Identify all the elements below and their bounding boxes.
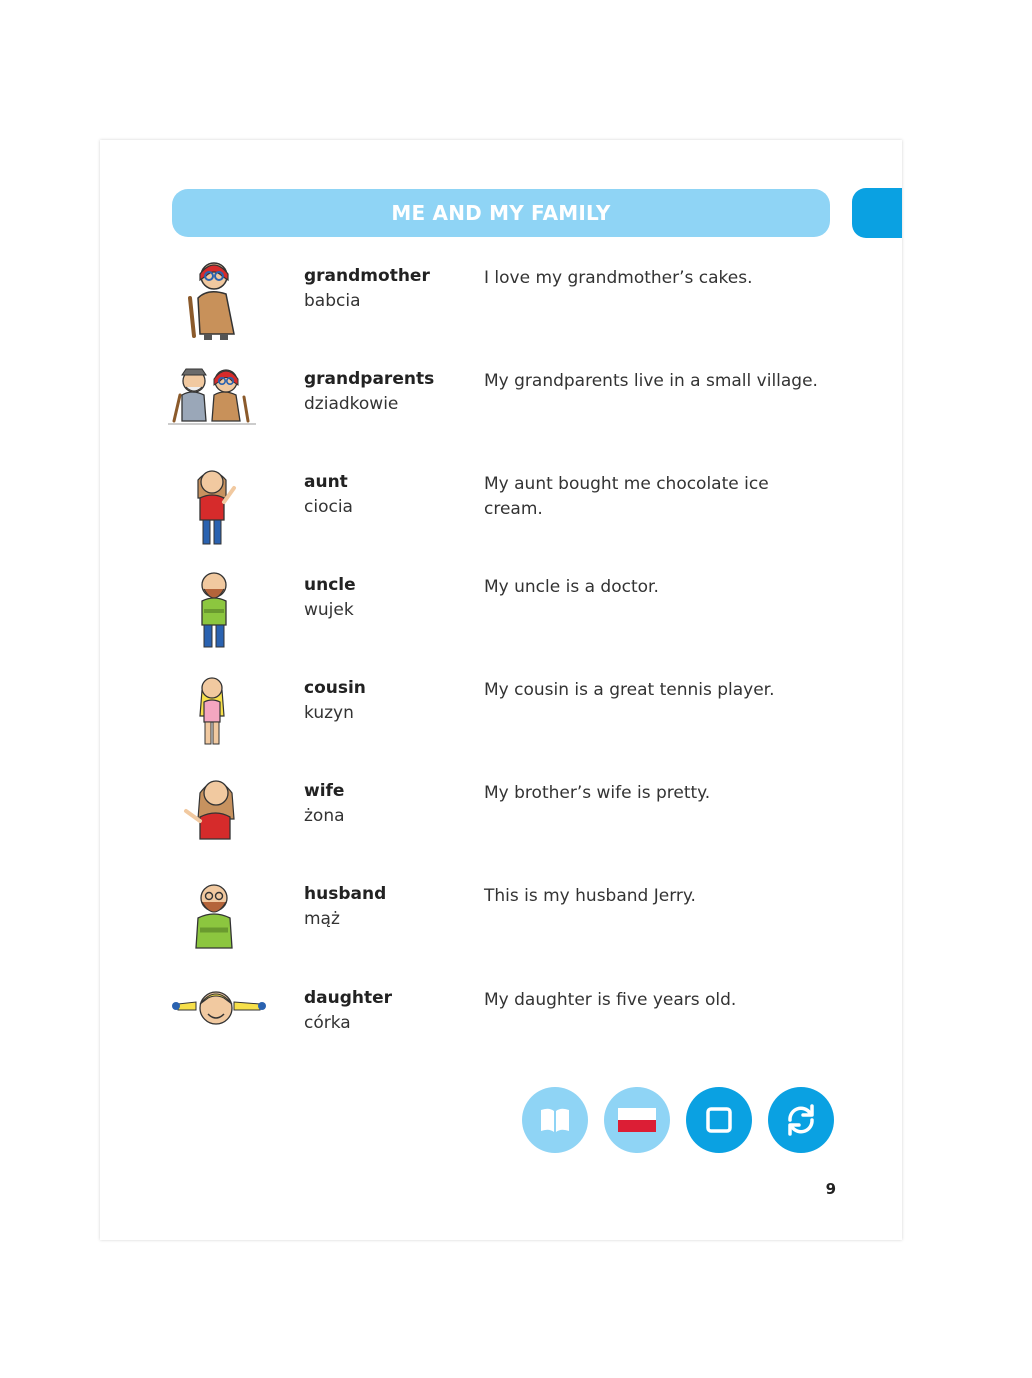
- husband-icon: [164, 876, 274, 964]
- vocab-entry-aunt: [100, 472, 902, 562]
- polish-flag-icon: [617, 1105, 657, 1135]
- word-polish: mąż: [304, 909, 340, 929]
- section-header: [172, 189, 830, 237]
- word-english: cousin: [304, 678, 366, 698]
- square-button[interactable]: [686, 1087, 752, 1153]
- word-polish: babcia: [304, 291, 361, 311]
- word-english: grandparents: [304, 369, 435, 389]
- example-sentence: My brother’s wife is pretty.: [484, 783, 711, 803]
- aunt-icon: [164, 464, 274, 552]
- word-english: daughter: [304, 988, 393, 1008]
- daughter-icon: [164, 980, 274, 1068]
- word-polish: dziadkowie: [304, 394, 399, 414]
- book-button[interactable]: [522, 1087, 588, 1153]
- grandmother-icon: [164, 258, 274, 346]
- example-sentence: My grandparents live in a small village.: [484, 371, 818, 391]
- vocab-entry-uncle: [100, 575, 902, 665]
- example-sentence: I love my grandmother’s cakes.: [484, 268, 753, 288]
- word-english: wife: [304, 781, 345, 801]
- page-number: 9: [825, 1180, 836, 1198]
- wife-icon: [164, 773, 274, 861]
- word-polish: wujek: [304, 600, 354, 620]
- word-polish: żona: [304, 806, 345, 826]
- example-sentence: My daughter is five years old.: [484, 990, 737, 1010]
- refresh-button[interactable]: [768, 1087, 834, 1153]
- side-tab: [852, 188, 902, 238]
- cousin-icon: [164, 670, 274, 758]
- language-button[interactable]: [604, 1087, 670, 1153]
- word-english: uncle: [304, 575, 356, 595]
- word-polish: córka: [304, 1013, 351, 1033]
- word-english: husband: [304, 884, 387, 904]
- example-sentence: My aunt bought me chocolate ice cream.: [484, 474, 769, 519]
- refresh-icon: [782, 1101, 820, 1139]
- word-english: aunt: [304, 472, 348, 492]
- grandparents-icon: [164, 361, 274, 449]
- vocab-entry-daughter: [100, 988, 902, 1078]
- book-icon: [535, 1100, 575, 1140]
- word-polish: ciocia: [304, 497, 353, 517]
- book-page: [100, 140, 902, 1240]
- vocab-entry-wife: [100, 781, 902, 871]
- square-icon: [702, 1103, 736, 1137]
- example-sentence: This is my husband Jerry.: [484, 886, 696, 906]
- word-english: grandmother: [304, 266, 430, 286]
- vocab-entry-cousin: [100, 678, 902, 768]
- example-sentence: My uncle is a doctor.: [484, 577, 659, 597]
- page-controls: [522, 1087, 842, 1153]
- vocab-entry-grandmother: [100, 266, 902, 356]
- example-sentence: My cousin is a great tennis player.: [484, 680, 775, 700]
- uncle-icon: [164, 567, 274, 655]
- vocab-entry-husband: [100, 884, 902, 974]
- section-title: ME AND MY FAMILY: [391, 201, 611, 225]
- vocab-entry-grandparents: [100, 369, 902, 459]
- word-polish: kuzyn: [304, 703, 354, 723]
